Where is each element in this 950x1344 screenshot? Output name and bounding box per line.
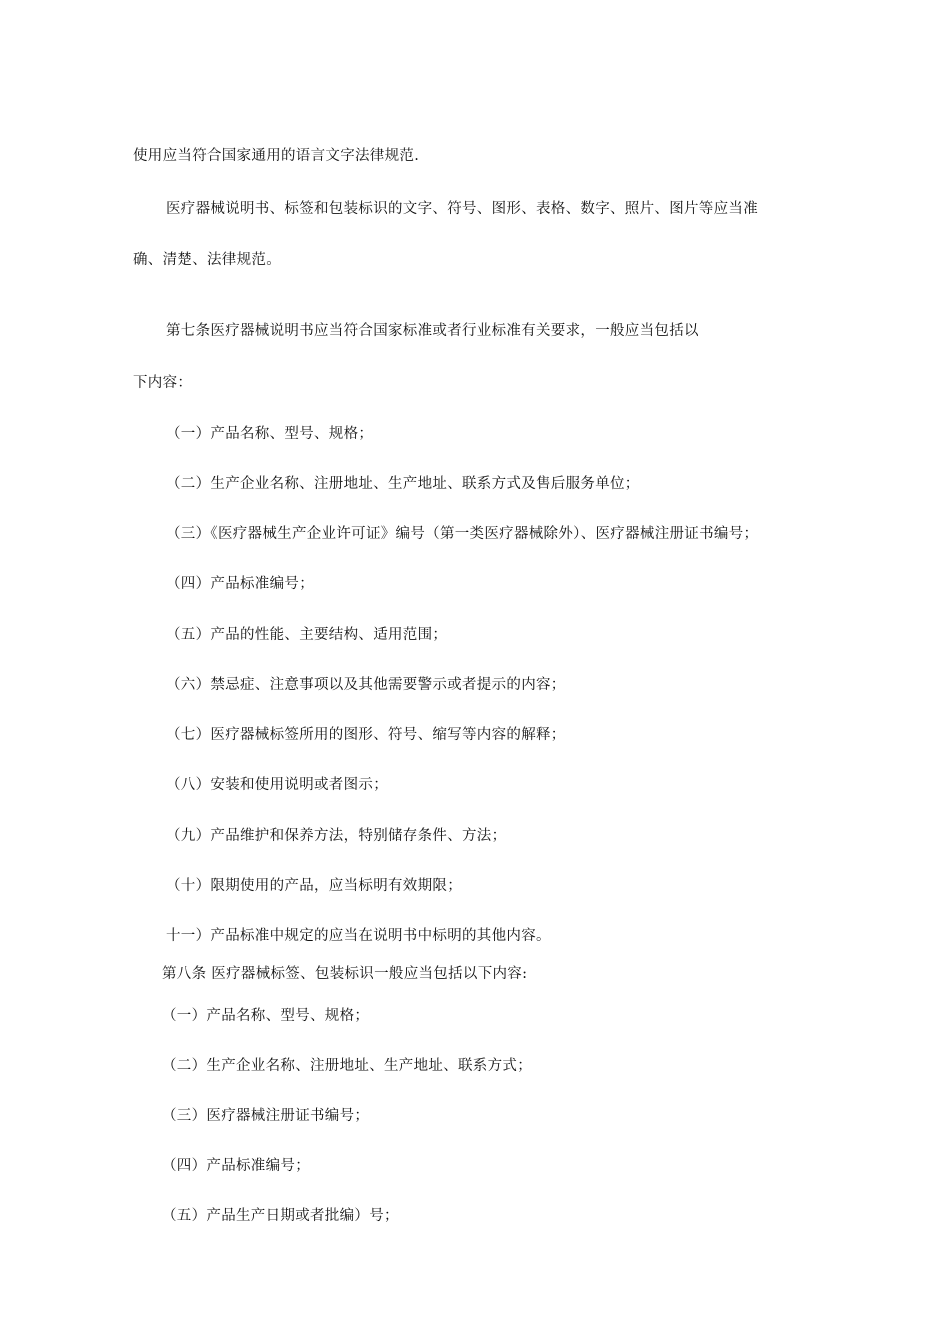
article-8-heading: 第八条 医疗器械标签、包装标识一般应当包括以下内容: <box>162 966 528 982</box>
article-7-item: （九）产品维护和保养方法，特别储存条件、方法； <box>166 828 507 844</box>
article-7-item: （七）医疗器械标签所用的图形、符号、缩写等内容的解释； <box>166 727 566 743</box>
article-7-heading-line2: 下内容： <box>133 375 193 391</box>
article-8-item: （一）产品名称、型号、规格； <box>162 1008 370 1024</box>
article-7-item: （四）产品标准编号； <box>166 576 314 592</box>
article-7-item: （一）产品名称、型号、规格； <box>166 426 374 442</box>
article-8-item: （四）产品标准编号； <box>162 1158 310 1174</box>
article-7-item: （十）限期使用的产品，应当标明有效期限； <box>166 878 462 894</box>
article-8-item: （二）生产企业名称、注册地址、生产地址、联系方式； <box>162 1058 532 1074</box>
paragraph-language-norms: 使用应当符合国家通用的语言文字法律规范. <box>133 148 420 164</box>
article-7-item: （二）生产企业名称、注册地址、生产地址、联系方式及售后服务单位； <box>166 476 640 492</box>
article-7-item: （六）禁忌症、注意事项以及其他需要警示或者提示的内容； <box>166 677 566 693</box>
paragraph-text-requirements-line1: 医疗器械说明书、标签和包装标识的文字、符号、图形、表格、数字、照片、图片等应当准 <box>166 201 758 217</box>
article-7-item: （五）产品的性能、主要结构、适用范围； <box>166 627 448 643</box>
article-7-item: 十一）产品标准中规定的应当在说明书中标明的其他内容。 <box>166 928 551 944</box>
paragraph-text-requirements-line2: 确、清楚、法律规范。 <box>133 252 281 268</box>
article-8-item: （三）医疗器械注册证书编号； <box>162 1108 370 1124</box>
article-7-item: （三）《医疗器械生产企业许可证》编号（第一类医疗器械除外）、医疗器械注册证书编号； <box>166 526 759 542</box>
article-7-item: （八）安装和使用说明或者图示； <box>166 777 388 793</box>
article-7-heading-line1: 第七条医疗器械说明书应当符合国家标准或者行业标准有关要求，一般应当包括以 <box>166 323 699 339</box>
article-8-item: （五）产品生产日期或者批编）号； <box>162 1208 399 1224</box>
